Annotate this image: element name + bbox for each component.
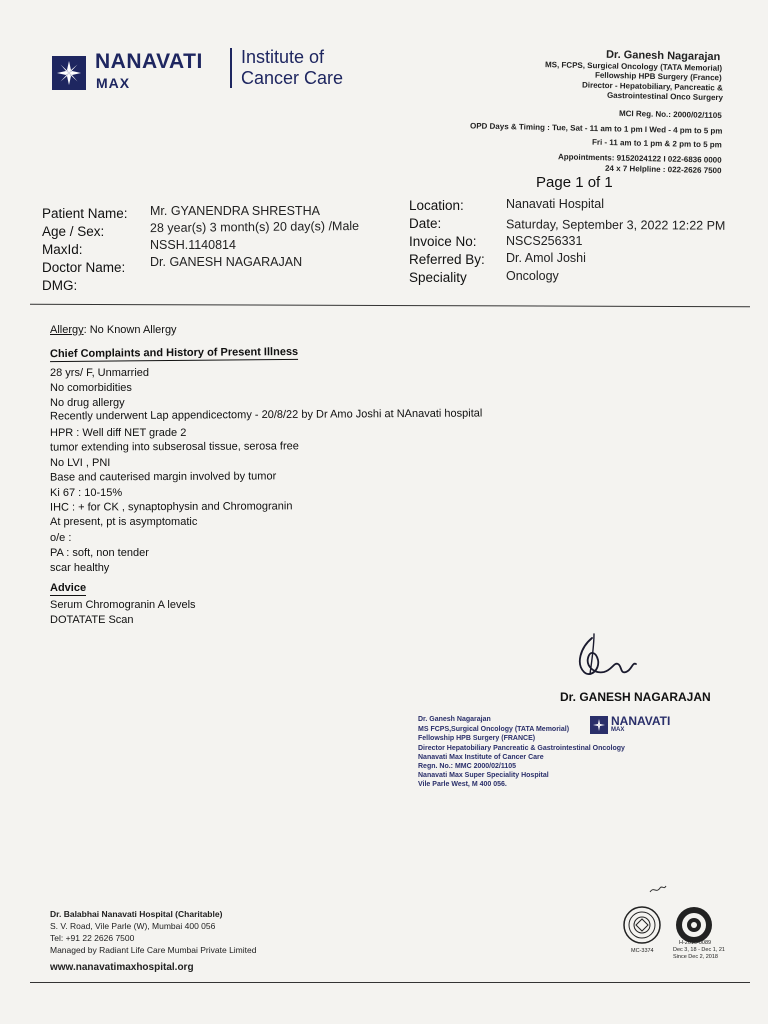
patient-name-value: Mr. GYANENDRA SHRESTHA <box>150 204 320 218</box>
speciality-label: Speciality <box>409 270 467 285</box>
advice-line: Serum Chromogranin A levels <box>50 599 196 611</box>
complaint-line: Recently underwent Lap appendicectomy - 20/8/22 by Dr Amo Joshi at NAnavati hospital <box>49 407 483 423</box>
footer-managed-by: Managed by Radiant Life Care Mumbai Private Limited <box>50 945 257 955</box>
complaint-line: 28 yrs/ F, Unmarried <box>50 367 150 379</box>
complaint-line: IHC : + for CK , synaptophysin and Chromogranin <box>49 500 293 514</box>
signature-doctor-name: Dr. GANESH NAGARAJAN <box>560 690 711 704</box>
complaint-line: At present, pt is asymptomatic <box>50 516 198 528</box>
footer-hospital-name: Dr. Balabhai Nanavati Hospital (Charitable) <box>50 909 223 919</box>
footer-address: S. V. Road, Vile Parle (W), Mumbai 400 056 <box>50 921 216 931</box>
brand-name: NANAVATI <box>95 50 203 73</box>
cert-code-3: Dec 3, 18 - Dec 1, 21 <box>673 947 725 953</box>
brand-sub: MAX <box>96 75 131 91</box>
cert-code-1: MC-3374 <box>631 948 654 954</box>
header-doctor-reg: MCI Reg. No.: 2000/02/1105 <box>619 108 723 121</box>
header-doctor-qual-4: Gastrointestinal Onco Surgery <box>606 90 724 103</box>
cert-signature-mark <box>648 882 668 896</box>
doctor-name-label: Doctor Name: <box>42 260 126 275</box>
invoice-value: NSCS256331 <box>506 234 583 248</box>
advice-line: DOTATATE Scan <box>50 614 134 626</box>
age-sex-label: Age / Sex: <box>42 224 105 239</box>
complaint-line: o/e : <box>50 532 72 544</box>
header-separator <box>30 304 750 308</box>
stamp-line: Nanavati Max Super Speciality Hospital <box>418 772 549 779</box>
page-number: Page 1 of 1 <box>536 174 613 191</box>
footer-telephone: Tel: +91 22 2626 7500 <box>50 933 135 943</box>
header-appointments: Appointments: 9152024122 I 022-6836 0000 <box>558 152 723 165</box>
age-sex-value: 28 year(s) 3 month(s) 20 day(s) /Male <box>149 218 360 236</box>
allergy-label: Allergy <box>50 324 84 336</box>
header-opd-timing-1: OPD Days & Timing : Tue, Sat - 11 am to 1 pm I Wed - 4 pm to 5 pm <box>469 121 723 136</box>
complaint-line: No comorbidities <box>50 382 132 394</box>
handwritten-signature <box>570 630 650 686</box>
complaint-line: Base and cauterised margin involved by tumor <box>49 470 277 484</box>
cert-code-4: Since Dec 2, 2018 <box>673 954 718 960</box>
header-doctor-qual-1: MS, FCPS, Surgical Oncology (TATA Memorial) <box>544 60 723 73</box>
complaint-line: Ki 67 : 10-15% <box>50 487 123 499</box>
header-helpline: 24 x 7 Helpline : 022-2626 7500 <box>605 163 723 176</box>
complaint-line: tumor extending into subserosal tissue, serosa free <box>49 440 299 454</box>
location-label: Location: <box>409 198 464 213</box>
stamp-line: Nanavati Max Institute of Cancer Care <box>418 754 544 761</box>
cert-code-2: H-2019-0089 <box>679 940 712 946</box>
stamp-line: Vile Parle West, M 400 056. <box>418 781 507 788</box>
allergy-line <box>50 324 177 336</box>
stamp-line: MS FCPS,Surgical Oncology (TATA Memorial) <box>418 726 570 733</box>
header-doctor-qual-2: Fellowship HPB Surgery (France) <box>595 70 723 83</box>
referred-by-value: Dr. Amol Joshi <box>506 251 586 265</box>
invoice-label: Invoice No: <box>409 234 477 249</box>
allergy-value: : No Known Allergy <box>83 324 177 336</box>
header-doctor-qual-3: Director - Hepatobiliary, Pancreatic & <box>582 80 724 93</box>
maxid-value: NSSH.1140814 <box>150 238 236 252</box>
stamp-brand-sub: MAX <box>611 727 625 733</box>
footer-website-link[interactable]: www.nanavatimaxhospital.org <box>50 962 194 973</box>
stamp-line: Fellowship HPB Surgery (FRANCE) <box>418 735 536 742</box>
stamp-line: Director Hepatobiliary Pancreatic & Gastrointestinal Oncology <box>418 745 625 752</box>
header-doctor-name: Dr. Ganesh Nagarajan <box>605 48 721 64</box>
complaint-line: No LVI , PNI <box>50 457 111 469</box>
date-label: Date: <box>409 216 442 231</box>
referred-by-label: Referred By: <box>409 252 485 267</box>
speciality-value: Oncology <box>506 269 559 283</box>
stamp-brand: NANAVATI <box>611 714 671 728</box>
logo-divider <box>230 48 232 88</box>
doctor-name-value: Dr. GANESH NAGARAJAN <box>150 255 303 269</box>
maxid-label: MaxId: <box>42 242 83 257</box>
stamp-line: Dr. Ganesh Nagarajan <box>418 716 491 723</box>
institute-line-1: Institute of <box>241 47 325 67</box>
stamp-logo-icon <box>590 716 608 734</box>
dmg-label: DMG: <box>42 278 78 293</box>
institute-line-2: Cancer Care <box>241 68 344 88</box>
footer-separator <box>30 982 750 983</box>
complaint-line: No drug allergy <box>50 397 125 409</box>
nanavati-logo-icon <box>52 56 86 90</box>
complaint-line: scar healthy <box>50 562 110 574</box>
nabh-accreditation-icon <box>674 905 714 945</box>
header-opd-timing-2: Fri - 11 am to 1 pm & 2 pm to 5 pm <box>592 137 723 150</box>
advice-heading: Advice <box>50 582 87 594</box>
institute-name <box>241 47 343 89</box>
stamp-line: Regn. No.: MMC 2000/02/1105 <box>418 763 517 770</box>
complaints-heading: Chief Complaints and History of Present Illness <box>49 345 299 361</box>
nabh-seal-icon <box>622 905 662 945</box>
complaint-line: HPR : Well diff NET grade 2 <box>50 427 187 439</box>
patient-name-label: Patient Name: <box>42 206 128 221</box>
date-value: Saturday, September 3, 2022 12:22 PM <box>505 217 726 233</box>
complaint-line: PA : soft, non tender <box>50 547 149 559</box>
location-value: Nanavati Hospital <box>506 197 604 211</box>
